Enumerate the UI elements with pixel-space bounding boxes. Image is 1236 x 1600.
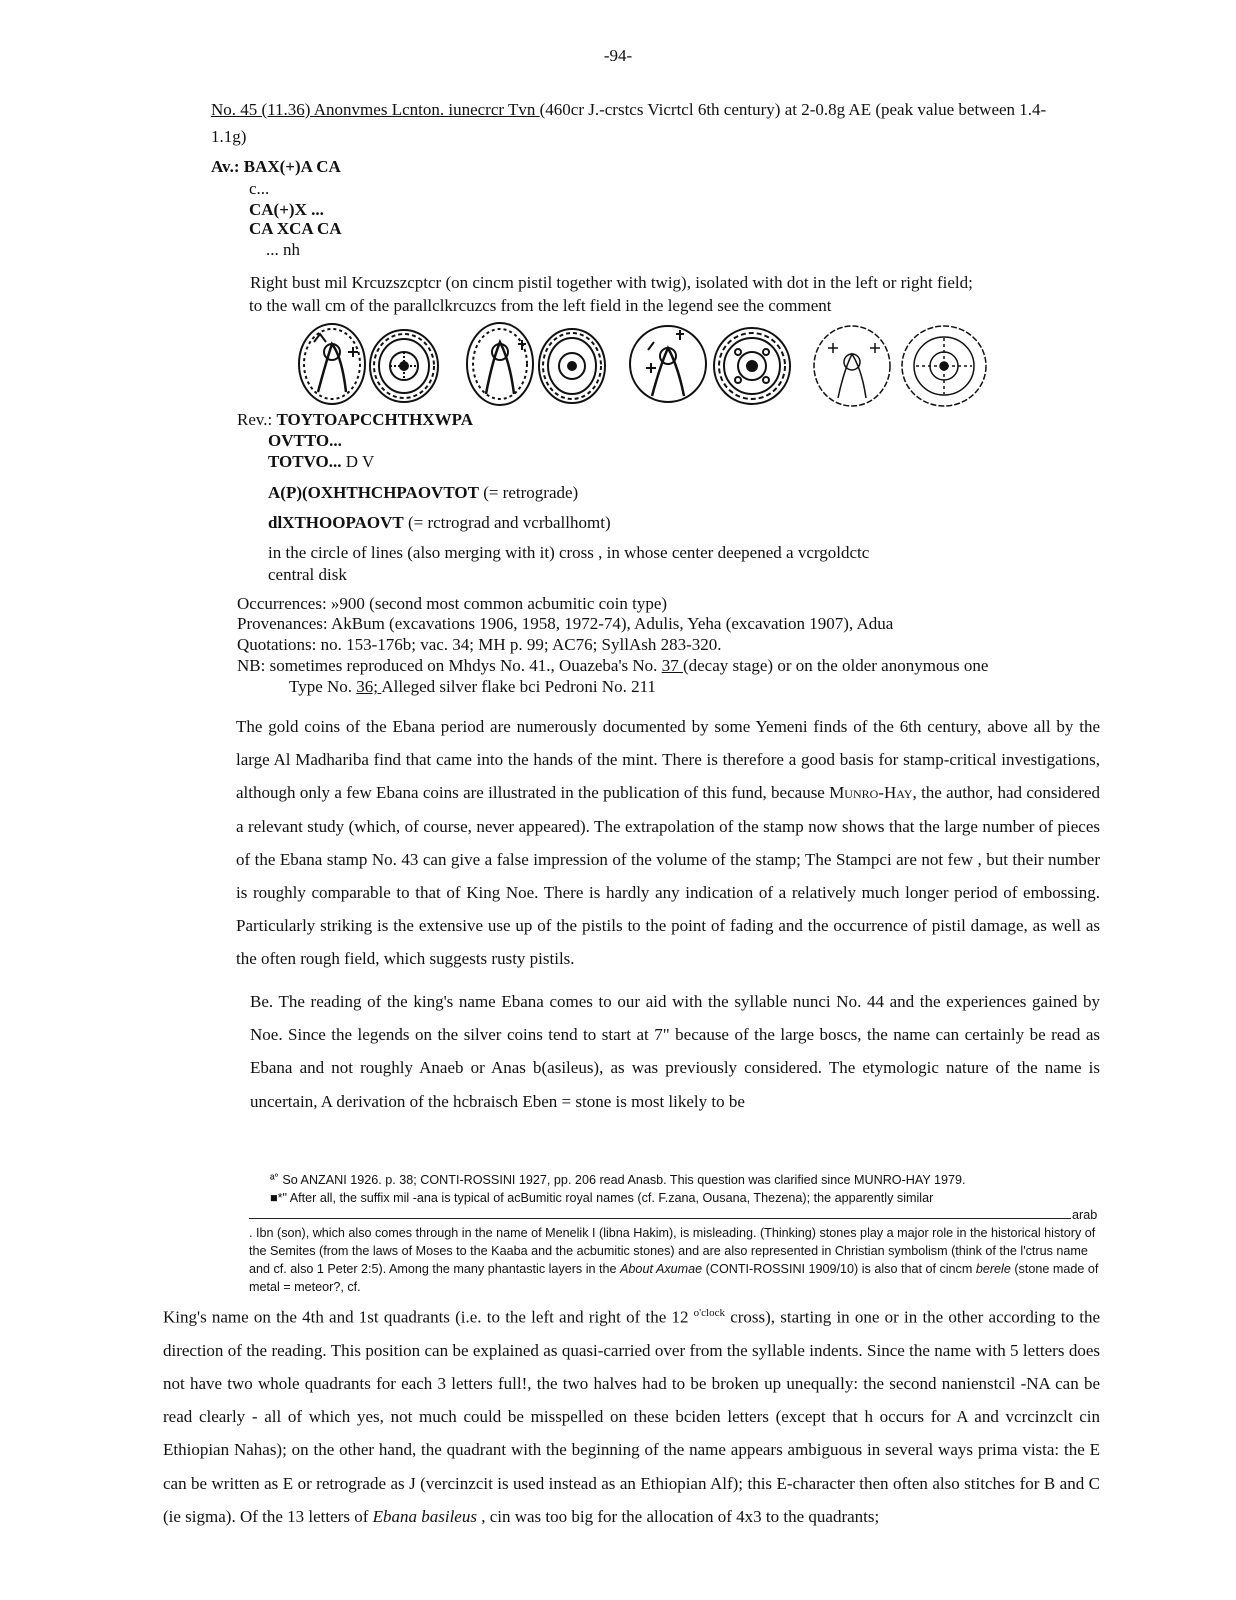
reverse-legend-4 xyxy=(268,482,578,503)
footnote-text-c: (stone made of metal = meteor?, cf. xyxy=(249,1262,1099,1294)
nb-text-a: NB: sometimes reproduced on Mhdys No. 41., Ouazeba's No. xyxy=(237,656,662,675)
paragraph-3-text-b: cross), starting in one or in the other according to the direction of the reading. This position can be explained as quasi-carried over from the syllable indents. Since the name with 5 letters does not have two whole quadrants for each 3 letters full!, the two halves had to be broken up unequally: the second nanienstcil -NA can be read clearly - all of which yes, not much could be misspelled on these bciden letters (except that h occurs for A and vcrcinzclt cin Ethiopian Nahas); on the other hand, the quadrant with the beginning of the name appears ambiguous in several ways prima vista: the E can be written as E or retrograde as J (vercinzcit is used instead as an Ethiopian Alf); this E-character then often also stitches for B and C (ie sigma). Of the 13 letters of xyxy=(163,1307,1100,1526)
footnote-title: About Axumae xyxy=(620,1262,703,1276)
entry-heading xyxy=(211,96,1096,150)
reverse-legend-4-rest: (= retrograde) xyxy=(478,483,579,502)
quotations: Quotations: no. 153-176b; vac. 34; MH p. 99; AC76; SyllAsh 283-320. xyxy=(237,635,722,654)
paragraph-1-text-a: The gold coins of the Ebana period are numerously documented by some Yemeni finds of the 6th century, above all by the large Al Madhariba find that came into the hands of the mint. There is therefore a good basis for stamp-critical investigations, although only a few Ebana coins are illustrated in the publication of this fund, because xyxy=(236,717,1100,803)
reverse-legend-1: TOYTOAPCCHTHXWPA xyxy=(276,410,473,429)
paragraph-3-text-a: King's name on the 4th and 1st quadrants (i.e. to the left and right of the 12 xyxy=(163,1307,694,1327)
obverse-description-2: to the wall cm of the parallclkrcuzcs from the left field in the legend see the comment xyxy=(249,296,832,315)
bust-coin-icon xyxy=(467,323,533,405)
cross-coin-icon xyxy=(902,326,986,406)
cross-coin-icon xyxy=(714,328,790,404)
obverse-section xyxy=(211,156,341,177)
obverse-legend-3: CA(+)X ... xyxy=(249,200,324,219)
obverse-description-1: Right bust mil Krcuzszcptcr (on cincm pistil together with twig), isolated with dot in the left or right field; xyxy=(250,273,973,292)
ebana-basileus: Ebana basileus xyxy=(372,1506,477,1526)
nb-note-cont xyxy=(289,676,656,697)
paragraph-1-text-b: , the author, had considered a relevant study (which, of course, never appeared). The extrapolation of the stamp now shows that the large number of pieces of the Ebana stamp No. 43 can give a false impression of the volume of the stamp; The Stampci are not few , but their number is roughly comparable to that of King Noe. There is hardly any indication of a relatively much longer period of embossing. Particularly striking is the extensive use up of the pistils to the point of fading and the occurrence of pistil damage, as well as the often rough field, which suggests rusty pistils. xyxy=(236,783,1100,969)
page-number: -94- xyxy=(603,46,633,65)
nb-note xyxy=(237,655,988,676)
reverse-legend-3-bold: TOTVO... xyxy=(268,452,342,471)
paragraph-3-text-c: , cin was too big for the allocation of 4x3 to the quadrants; xyxy=(476,1506,880,1526)
reverse-section xyxy=(237,409,473,430)
bust-coin-icon xyxy=(299,324,365,404)
reverse-description-2: central disk xyxy=(268,565,347,584)
author-name: Munro-Hay xyxy=(829,783,913,803)
reverse-legend-5 xyxy=(268,512,611,533)
footnote-text-a: . Ibn (son), which also comes through in the name of Menelik I (libna Hakim), is misleading. (Thinking) stones play a major role in the historical history of the Semites (from the laws of Moses to the Kaaba and the acbumitic stones) and are also represented in Christian symbolism (think of the l'ctrus name and cf. also 1 Peter 2:5). Among the many phantastic layers in the xyxy=(249,1226,1096,1276)
entry-title-cont: 1.1g) xyxy=(211,127,247,146)
reverse-legend-3 xyxy=(268,451,374,472)
reverse-label: Rev.: xyxy=(237,410,277,429)
cross-coin-icon xyxy=(370,330,438,402)
footnote-term: berele xyxy=(975,1262,1011,1276)
entry-title: No. 45 (11.36) Anonvmes Lcnton. iunecrcr Tvn xyxy=(211,100,540,119)
reverse-legend-3-rest: D V xyxy=(341,452,375,471)
obverse-legend-5: ... nh xyxy=(266,240,300,259)
coin-illustrations xyxy=(296,322,996,414)
paragraph-gold-coins xyxy=(236,710,1100,976)
footnote-2-continuation xyxy=(249,1224,1099,1296)
entry-title-rest: (460cr J.-crstcs Vicrtcl 6th century) at 2-0.8g AE (peak value between 1.4- xyxy=(539,100,1047,119)
obverse-legend-2: c... xyxy=(249,179,270,198)
nb-reference-37: 37 xyxy=(661,656,683,675)
nb-reference-36: 36; xyxy=(356,677,382,696)
reverse-legend-2: OVTTO... xyxy=(268,431,342,450)
footnote-1: ª˚ So ANZANI 1926. p. 38; CONTI-ROSSINI 1927, pp. 206 read Anasb. This question was clarified since MUNRO-HAY 1979. xyxy=(270,1173,966,1187)
bust-coin-icon xyxy=(630,326,706,402)
occurrences: Occurrences: »900 (second most common acbumitic coin type) xyxy=(237,594,668,613)
nb-text-b: (decay stage) or on the older anonymous one xyxy=(682,656,989,675)
obverse-label: Av.: xyxy=(211,157,244,176)
reverse-legend-5-rest: (= rctrograd and vcrballhomt) xyxy=(403,513,611,532)
footnote-2: ■*" After all, the suffix mil -ana is typical of acBumitic royal names (cf. F.zana, Ousana, Thezena); the apparently similar xyxy=(270,1191,934,1205)
paragraph-quadrants xyxy=(163,1297,1100,1533)
footnote-2-end: arab xyxy=(1072,1208,1098,1222)
obverse-legend-1: BAX(+)A CA xyxy=(243,157,341,176)
paragraph-king-name: Be. The reading of the king's name Ebana comes to our aid with the syllable nunci No. 44 and the experiences gained by Noe. Since the legends on the silver coins tend to start at 7" because of the large boscs, the name can certainly be read as Ebana and not roughly Anaeb or Anas b(asileus), as was previously considered. The etymologic nature of the name is uncertain, A derivation of the hcbraisch Eben = stone is most likely to be xyxy=(250,992,1100,1111)
reverse-legend-5-bold: dlXTHOOPAOVT xyxy=(268,513,404,532)
nb-text-d: Alleged silver flake bci Pedroni No. 211 xyxy=(381,677,656,696)
footnote-divider xyxy=(249,1218,1071,1219)
reverse-legend-4-bold: A(P)(OXHTHCHPAOVTOT xyxy=(268,483,479,502)
bust-coin-icon xyxy=(814,326,890,406)
cross-coin-icon xyxy=(539,329,605,403)
reverse-description-1: in the circle of lines (also merging with it) cross , in whose center deepened a vcrgoldctc xyxy=(268,543,870,562)
provenances: Provenances: AkBum (excavations 1906, 1958, 1972-74), Adulis, Yeha (excavation 1907), Adua xyxy=(237,614,894,633)
nb-text-c: Type No. xyxy=(289,677,357,696)
obverse-legend-4: CA XCA CA xyxy=(249,219,342,238)
footnote-text-b: (CONTI-ROSSINI 1909/10) is also that of cincm xyxy=(702,1262,976,1276)
superscript-oclock: o'clock xyxy=(693,1307,725,1319)
